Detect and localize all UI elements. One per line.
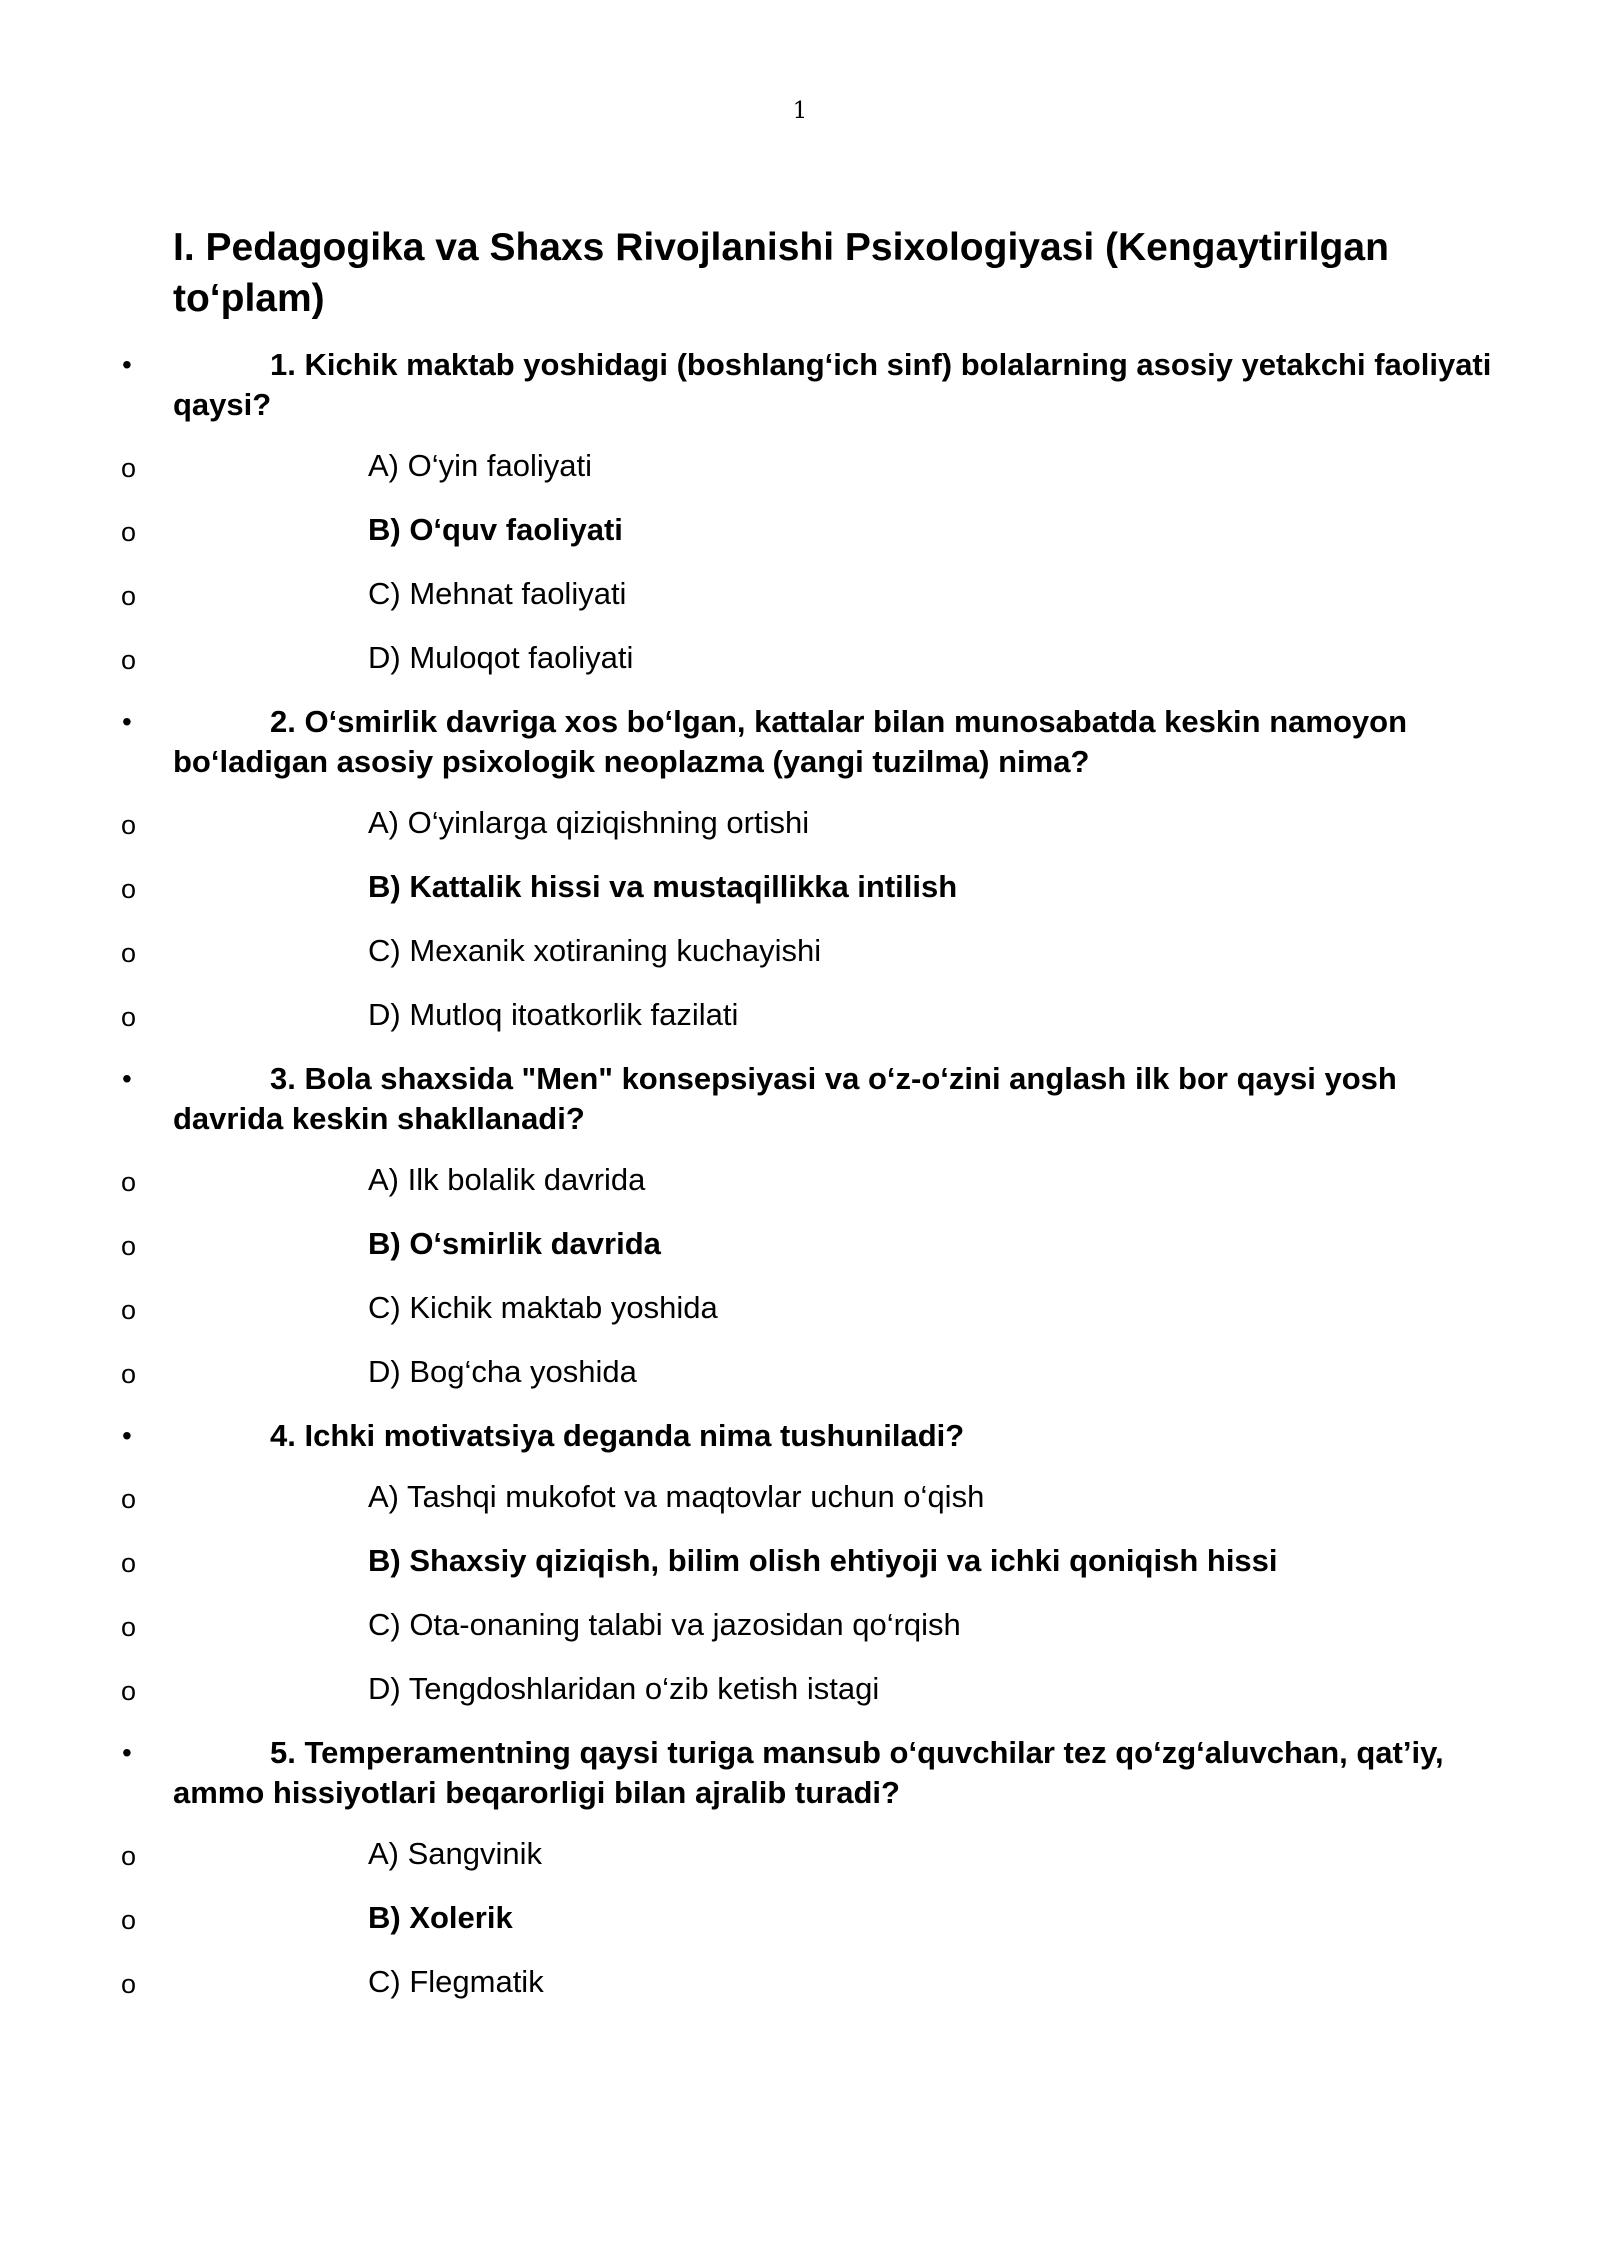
answer-option — [0, 1477, 1600, 1541]
answer-option — [0, 446, 1600, 510]
option-text: B) Shaxsiy qiziqish, bilim olish ehtiyoji va ichki qoniqish hissi — [368, 1543, 1278, 1578]
circle-bullet-marker: o — [121, 810, 137, 840]
circle-bullet-marker: o — [121, 1612, 137, 1642]
answer-option-correct — [0, 510, 1600, 574]
circle-bullet-marker: o — [121, 517, 137, 547]
bullet-marker: • — [122, 1420, 132, 1451]
bullet-marker: • — [122, 349, 132, 380]
question-text: 3. Bola shaxsida "Men" konsepsiyasi va o‘z-o‘zini anglash ilk bor qaysi yosh davrida keskin shakllanadi? — [173, 1061, 1397, 1136]
circle-bullet-marker: o — [121, 938, 137, 968]
option-text: C) Flegmatik — [368, 1964, 544, 1999]
question-item — [0, 1416, 1600, 1456]
circle-bullet-marker: o — [121, 1295, 137, 1325]
answer-option — [0, 931, 1600, 995]
circle-bullet-marker: o — [121, 1359, 137, 1389]
circle-bullet-marker: o — [121, 1969, 137, 1999]
option-text: A) O‘yinlarga qiziqishning ortishi — [368, 805, 810, 840]
option-text: C) Mexanik xotiraning kuchayishi — [368, 933, 822, 968]
answer-option — [0, 1352, 1600, 1416]
answer-option-correct — [0, 1224, 1600, 1288]
circle-bullet-marker: o — [121, 453, 137, 483]
circle-bullet-marker: o — [121, 1905, 137, 1935]
option-text: A) O‘yin faoliyati — [368, 448, 592, 483]
question-text: 2. O‘smirlik davriga xos bo‘lgan, kattalar bilan munosabatda keskin namoyon bo‘ladigan asosiy psixologik neoplazma (yangi tuzilma) nima? — [173, 704, 1408, 779]
bullet-marker: • — [122, 706, 132, 737]
option-text: D) Mutloq itoatkorlik fazilati — [368, 997, 739, 1032]
question-item — [0, 702, 1600, 782]
question-text: 5. Temperamentning qaysi turiga mansub o‘quvchilar tez qo‘zg‘aluvchan, qat’iy, ammo hissiyotlari beqarorligi bilan ajralib turadi? — [173, 1735, 1444, 1810]
answer-option-correct — [0, 1541, 1600, 1605]
answer-option-correct — [0, 1898, 1600, 1962]
answer-option — [0, 1160, 1600, 1224]
circle-bullet-marker: o — [121, 1002, 137, 1032]
option-text: D) Muloqot faoliyati — [368, 640, 634, 675]
bullet-marker: • — [122, 1063, 132, 1094]
question-text: 4. Ichki motivatsiya deganda nima tushuniladi? — [270, 1418, 965, 1453]
answer-option — [0, 995, 1600, 1059]
answer-option — [0, 1605, 1600, 1669]
option-text: A) Ilk bolalik davrida — [368, 1162, 646, 1197]
circle-bullet-marker: o — [121, 1484, 137, 1514]
answer-option — [0, 1962, 1600, 2026]
option-text: B) O‘smirlik davrida — [368, 1226, 661, 1261]
document-title: I. Pedagogika va Shaxs Rivojlanishi Psixologiyasi (Kengaytirilgan to‘plam) — [173, 226, 1389, 320]
option-text: B) O‘quv faoliyati — [368, 512, 623, 547]
answer-option-correct — [0, 867, 1600, 931]
option-text: B) Xolerik — [368, 1900, 513, 1935]
circle-bullet-marker: o — [121, 645, 137, 675]
option-text: C) Ota-onaning talabi va jazosidan qo‘rqish — [368, 1607, 961, 1642]
option-text: B) Kattalik hissi va mustaqillikka intilish — [368, 869, 958, 904]
question-item — [0, 1059, 1600, 1139]
circle-bullet-marker: o — [121, 1167, 137, 1197]
option-text: D) Bog‘cha yoshida — [368, 1354, 637, 1389]
answer-option — [0, 574, 1600, 638]
circle-bullet-marker: o — [121, 581, 137, 611]
bullet-marker: • — [122, 1737, 132, 1768]
circle-bullet-marker: o — [121, 874, 137, 904]
option-text: C) Kichik maktab yoshida — [368, 1290, 718, 1325]
circle-bullet-marker: o — [121, 1548, 137, 1578]
answer-option — [0, 803, 1600, 867]
question-item — [0, 345, 1600, 425]
option-text: A) Tashqi mukofot va maqtovlar uchun o‘qish — [368, 1479, 985, 1514]
question-list — [0, 345, 1600, 2026]
option-text: C) Mehnat faoliyati — [368, 576, 627, 611]
question-text: 1. Kichik maktab yoshidagi (boshlang‘ich sinf) bolalarning asosiy yetakchi faoliyati qaysi? — [173, 347, 1492, 422]
circle-bullet-marker: o — [121, 1841, 137, 1871]
page-number: 1 — [792, 98, 808, 124]
question-item — [0, 1733, 1600, 1813]
answer-option — [0, 1288, 1600, 1352]
option-text: D) Tengdoshlaridan o‘zib ketish istagi — [368, 1671, 880, 1706]
circle-bullet-marker: o — [121, 1676, 137, 1706]
option-text: A) Sangvinik — [368, 1836, 543, 1871]
answer-option — [0, 638, 1600, 702]
answer-option — [0, 1834, 1600, 1898]
circle-bullet-marker: o — [121, 1231, 137, 1261]
answer-option — [0, 1669, 1600, 1733]
